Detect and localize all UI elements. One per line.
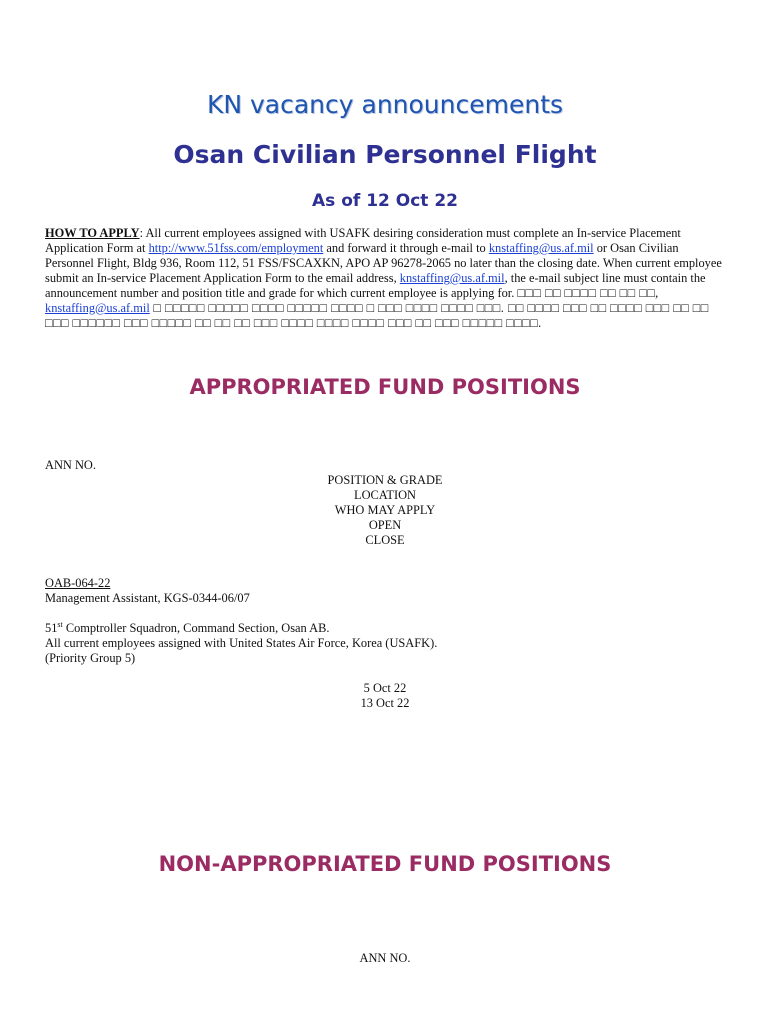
korean-text-1: □□□ □□ □□□□ □□ □□ □□, (517, 286, 659, 300)
korean-text-2: □ □□□□□ □□□□□ □□□□ □□□□□ □□□□ □ □□□ □□□□ □□□□ □□□. □□ □□□□ □□□ □□ □□□□ □□□ □□ □□ □□□ □□□□□□ □□□ □□□□□ □□ □□ □□ □□□ □□□□ □□□□ □□□□ □□□ □□ □□□ □□□□□ □□□□. (45, 301, 709, 330)
how-to-apply-text-3: or Osan Civilian Personnel Flight, Bldg 936, Room 112, 51 FSS/FSCAXKN, APO AP 96278-2065 no later than the closing date. When current employee submit an In-service Placement Application Form to the email address, (45, 241, 722, 285)
email-link-1[interactable]: knstaffing@us.af.mil (488, 241, 594, 255)
column-location: LOCATION (354, 488, 416, 502)
announcement-open-date: 5 Oct 22 (363, 681, 407, 695)
as-of-date: As of 12 Oct 22 (312, 191, 458, 211)
location-ordinal: st (57, 619, 63, 629)
announcement-number-link[interactable]: OAB-064-22 (45, 576, 111, 590)
column-open: OPEN (368, 518, 402, 532)
location-number: 51 (45, 621, 58, 635)
page-title: KN vacancy announcements (206, 90, 564, 119)
column-position-grade: POSITION & GRADE (327, 473, 443, 487)
how-to-apply-colon: : (139, 226, 144, 240)
email-link-3[interactable]: knstaffing@us.af.mil (45, 301, 150, 315)
email-link-2[interactable]: knstaffing@us.af.mil (399, 271, 505, 285)
how-to-apply-text-4: , the e-mail subject line must contain the announcement number and position title and grade for which current employee is applying for. (45, 271, 706, 300)
announcement-who-may-apply: All current employees assigned with United States Air Force, Korea (USAFK). (45, 636, 438, 650)
employment-link[interactable]: http://www.51fss.com/employment (148, 241, 324, 255)
location-text: Comptroller Squadron, Command Section, Osan AB. (62, 621, 330, 635)
appropriated-fund-heading: APPROPRIATED FUND POSITIONS (189, 375, 581, 399)
announcement-location (45, 621, 329, 636)
column-ann-no: ANN NO. (45, 458, 96, 472)
page-subtitle: Osan Civilian Personnel Flight (173, 140, 597, 169)
column-close: CLOSE (365, 533, 405, 547)
how-to-apply-paragraph (45, 226, 725, 331)
naf-column-ann-no: ANN NO. (359, 951, 411, 965)
how-to-apply-text-1: All current employees assigned with USAFK desiring consideration must complete an In-service Placement Application Form at (45, 226, 681, 255)
announcement-priority: (Priority Group 5) (45, 651, 136, 665)
announcement-close-date: 13 Oct 22 (360, 696, 410, 710)
how-to-apply-label: HOW TO APPLY (45, 226, 140, 240)
announcement-position: Management Assistant, KGS-0344-06/07 (45, 591, 250, 605)
non-appropriated-fund-heading: NON-APPROPRIATED FUND POSITIONS (158, 852, 612, 876)
how-to-apply-text-2: and forward it through e-mail to (323, 241, 489, 255)
column-who-may-apply: WHO MAY APPLY (334, 503, 436, 517)
